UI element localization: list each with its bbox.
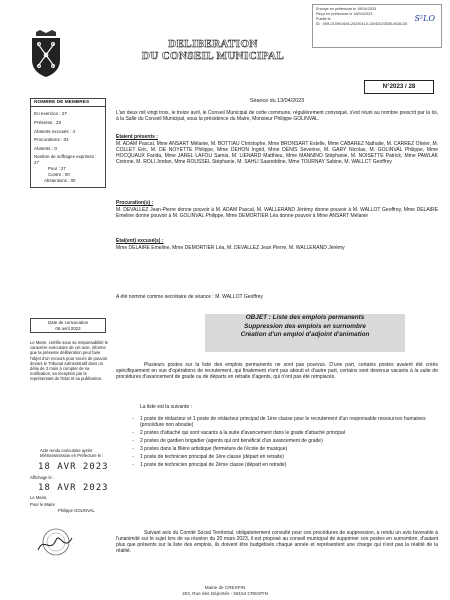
excuses-list: Mme DELAIRE Emeline, Mme DEMORTIER Léa, M. DEVALLEZ Jean Pierre, M. WALLERAND Jérémy (116, 245, 345, 251)
list-item: - 1 poste de technicien principal de 1ère classe (départ en retraite) (132, 454, 284, 460)
objet-line-3: Création d'un emploi d'adjoint d'animation (240, 331, 370, 338)
list-item: - 2 postes de gardien brigadier (agents qui ont bénéficié d'un avancement de grade) (132, 438, 323, 444)
intro-text: L'an deux mil vingt trois, le treize avril, le Conseil Municipal de cette commune, régulièrement convoqué, s'est réuni au nombre prescrit par la loi, à la Salle du Conseil Municipal, sous la présidence du Maire, Monsieur Philippe GOLINVAL. (116, 110, 438, 122)
affichage-label: Affichage le : (30, 475, 55, 481)
footer-mairie: Mairie de CRESPIN (204, 585, 246, 590)
deliberation-number: N°2023 / 28 (364, 80, 434, 94)
members-absents: Absents : 0 (34, 146, 57, 152)
objet-line-2: Suppression des emplois en surnombre (244, 322, 366, 330)
stamp-line: Publié le (316, 17, 331, 21)
pour-le-maire: Pour le Maire (30, 501, 55, 507)
paragraph-2: Suivant avis du Comité Social Territorial, obligatoirement consulté pour ces procédures de suppression, a rendu un avis favorable à l'unanimité sur le sujet lors de sa réunion du 20 mars 2023, il est proposé au conseil municipal de supprimer ces postes en surnombre, d'autant plus que présents sur la liste des emplois, ils doivent être budgétisés chaque année et représentent une charge qui n'est pas la réalité de la réalité. (116, 530, 438, 554)
members-absents-excuses: Absents excusés : 4 (34, 128, 76, 134)
list-item: - 3 postes dans la filière artistique (fermeture de l'école de musique) (132, 446, 288, 452)
members-procurations: Procurations : 04 (34, 137, 69, 143)
postes-list (132, 416, 438, 470)
document-banner (138, 38, 288, 64)
procurations-title: Procuration(s) : (116, 200, 154, 206)
town-crest-icon (30, 30, 62, 78)
paragraph-1: Plusieurs postes sur la liste des emplois permanents ne sont pas pourvus. D'une part, certains postes avaient été créés spécifiquement en vue d'opérations de recrutement, qui finalement n'ont pas abouti et d'autre part, certains sont devenus vacants à la suite de procédures d'avancement de grade ou de départs en retraite d'agents, qui n'ont pas été remplacés. (116, 362, 438, 380)
members-title: NOMBRE DE MEMBRES (31, 99, 105, 107)
footer-address: 203, Rue des Déportés - 59154 CRESPIN (182, 591, 268, 596)
presents-title: Etaient présents : (116, 134, 158, 140)
secretaire-line: A été nommé comme secrétaire de séance : M. WALLOT Geoffrey (116, 294, 263, 300)
objet-box (205, 314, 405, 352)
procurations-list: M. DEVALLEZ Jean-Pierre donne pouvoir à M. ADAM Pascal, M. WALLERAND Jérémy donne pouvoir à M. WALLOT Geoffrey, Mme DELAIRE Emeline donne pouvoir à M. GOLINVAL Philippe, Mme DEMORTIER Léa donne pouvoir à Mme ANSART Mélanie (116, 207, 438, 219)
stamp-line: Reçu en préfecture le 18/04/2023 (316, 12, 373, 16)
stamp-line: ID : 059-215901684-20230413-13042023DELIB28-DE (316, 22, 408, 26)
members-suffrages: Nombre de suffrages exprimés : 27 (34, 153, 97, 165)
convocation-box (30, 318, 106, 333)
members-presents: Présents : 23 (34, 119, 62, 125)
members-box (30, 98, 106, 188)
publication-block (30, 448, 114, 513)
legal-note: Le Maire, certifie sous sa responsabilité le caractère exécutoire de cet acte, informe que la présente délibération peut faire l'objet d'un recours pour excès de pouvoir devant le Tribunal Administratif dans un délai de 2 mois à compter de sa notification, sa réception par le représentant de l'Etat et sa publication. (30, 340, 108, 382)
stamp-line: Envoyé en préfecture le 18/04/2023 (316, 7, 377, 11)
prefecture-stamp (312, 4, 442, 48)
mayor-name: Philippe GOLINVAL (58, 508, 95, 514)
list-item: - 1 poste de rédacteur et 1 poste de rédacteur principal de 1ère classe pour le recrutement d'un responsable ressources humaines (procédure non aboutie) (132, 416, 426, 428)
members-pour: Pour : 27 (48, 165, 66, 171)
maire-label: Le Maire, (30, 494, 48, 500)
list-item: - 1 poste de technicien principal de 2ème classe (départ en retraite) (132, 462, 287, 468)
members-contre: Contre : 00 (48, 171, 70, 177)
mayor-signature-icon (34, 526, 74, 560)
members-abstentions: Abstentions : 00 (44, 177, 76, 183)
seance-date: Séance du 13/04/2023 (249, 98, 305, 104)
excuses-title: Etai(ent) excusé(s) : (116, 238, 164, 244)
banner-title: DELIBERATION (168, 38, 258, 50)
acte-executoire: Acte rendu exécutoire après télétransmission en Préfecture le : (40, 448, 104, 459)
objet-line-1: OBJET : Liste des emplois permanents (245, 314, 365, 321)
presents-list: M. ADAM Pascal, Mme ANSART Mélanie, M. BOTTIAU Christophe, Mme BRONSART Estelle, Mme CABAREZ Nathalie, M. CARREZ Olivier, M. COLLET Eric, M. DE NOYETTE Philippe, Mme DEHON Ingrid, Mme DENIS Séverine, M. GARY Nicolas, M. GOLINVAL Philippe, Mme HOCQUAUX Farida, Mme JAREL LAFOU Samia, M. LIENARD Matthieu, Mme MANNINO Stéphanie, M. NOISETTE Patrick, Mme PAWLAK Corinne, M. ROLI Jordan, Mme ROUSSEL Stéphanie, M. SAHLI Saareddine, Mme TOURNAY Sabine, M. WALLCT Geoffrey (116, 141, 438, 165)
members-exercice: En exercice : 27 (34, 111, 67, 116)
list-item: - 2 postes d'attaché qui sont vacants à la suite d'avancement dans le grade d'attaché principal (132, 430, 345, 436)
affichage-date: 18 AVR 2023 (38, 482, 109, 493)
list-intro: La liste est la suivante : (140, 404, 192, 410)
page-footer (0, 585, 450, 597)
banner-subtitle: DU CONSEIL MUNICIPAL (141, 50, 285, 62)
convocation-title: Date de convocation (47, 320, 89, 325)
teletransmission-date: 18 AVR 2023 (38, 462, 109, 473)
convocation-date: 06 avril 2023 (55, 325, 81, 331)
stamp-handwriting: S²LO (414, 14, 435, 23)
